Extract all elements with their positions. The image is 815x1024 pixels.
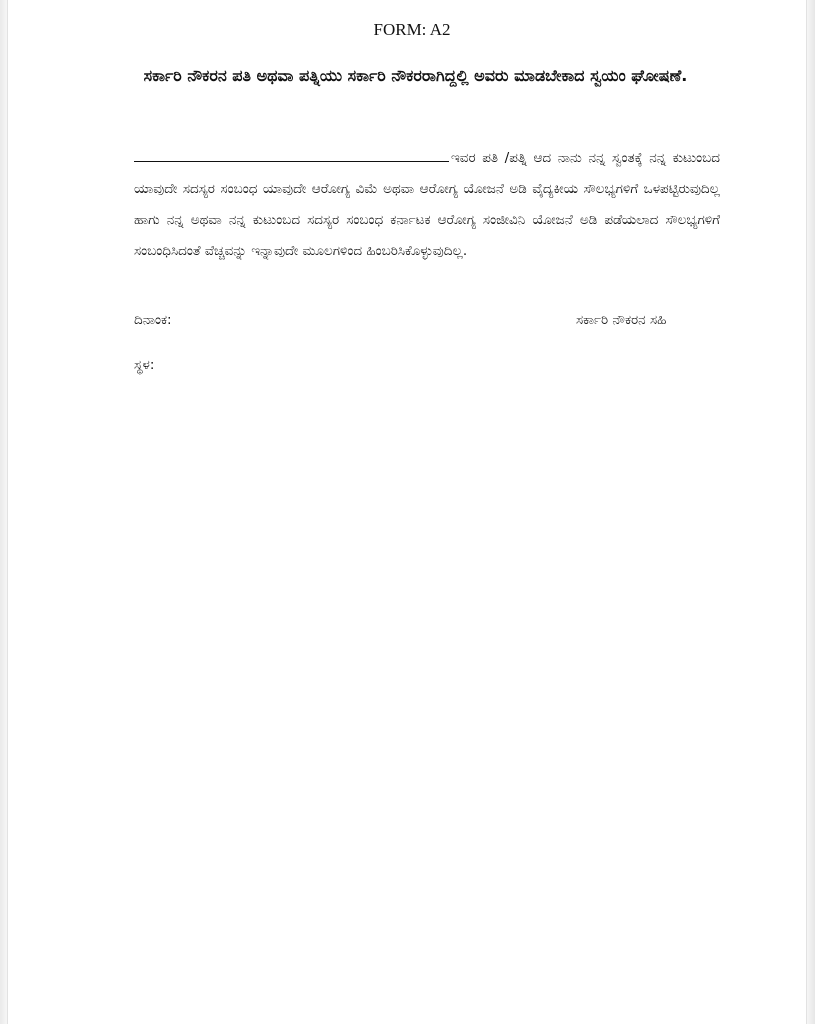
form-title: ಸರ್ಕಾರಿ ನೌಕರನ ಪತಿ ಅಥವಾ ಪತ್ನಿಯು ಸರ್ಕಾರಿ ನೌಕರರಾಗಿದ್ದಲ್ಲಿ ಅವರು ಮಾಡಬೇಕಾದ ಸ್ವಯಂ ಘೋಷಣೆ. <box>143 66 688 85</box>
place-label: ಸ್ಥಳ: <box>134 357 155 373</box>
signature-label: ಸರ್ಕಾರಿ ನೌಕರನ ಸಹಿ <box>576 312 667 328</box>
form-code: FORM: A2 <box>373 20 451 39</box>
document-page <box>7 0 807 1024</box>
declaration-text: ಇವರ ಪತಿ /ಪತ್ನಿ ಆದ ನಾನು ನನ್ನ ಸ್ವಂತಕ್ಕೆ ನನ್ನ ಕುಟುಂಬದ ಯಾವುದೇ ಸದಸ್ಯರ ಸಂಬಂಧ ಯಾವುದೇ ಆರೋಗ್ಯ ವಿಮೆ ಅಥವಾ ಆರೋಗ್ಯ ಯೋಜನೆ ಅಡಿ ವೈದ್ಯಕೀಯ ಸೌಲಭ್ಯಗಳಿಗೆ ಒಳಪಟ್ಟಿರುವುದಿಲ್ಲ ಹಾಗು ನನ್ನ ಅಥವಾ ನನ್ನ ಕುಟುಂಬದ ಸದಸ್ಯರ ಸಂಬಂಧ ಕರ್ನಾಟಕ ಆರೋಗ್ಯ ಸಂಜೀವಿನಿ ಯೋಜನೆ ಅಡಿ ಪಡೆಯಲಾದ ಸೌಲಭ್ಯಗಳಿಗೆ ಸಂಬಂಧಿಸಿದಂತೆ ವೆಚ್ಚವನ್ನು ಇನ್ನಾವುದೇ ಮೂಲಗಳಿಂದ ಹಿಂಬರಿಸಿಕೊಳ್ಳುವುದಿಲ್ಲ. <box>134 150 720 259</box>
page-shadow-left <box>0 0 7 1024</box>
date-label: ದಿನಾಂಕ: <box>134 312 172 328</box>
declaration-paragraph <box>134 143 720 267</box>
page-shadow-right <box>807 0 815 1024</box>
name-blank-line <box>134 147 449 162</box>
